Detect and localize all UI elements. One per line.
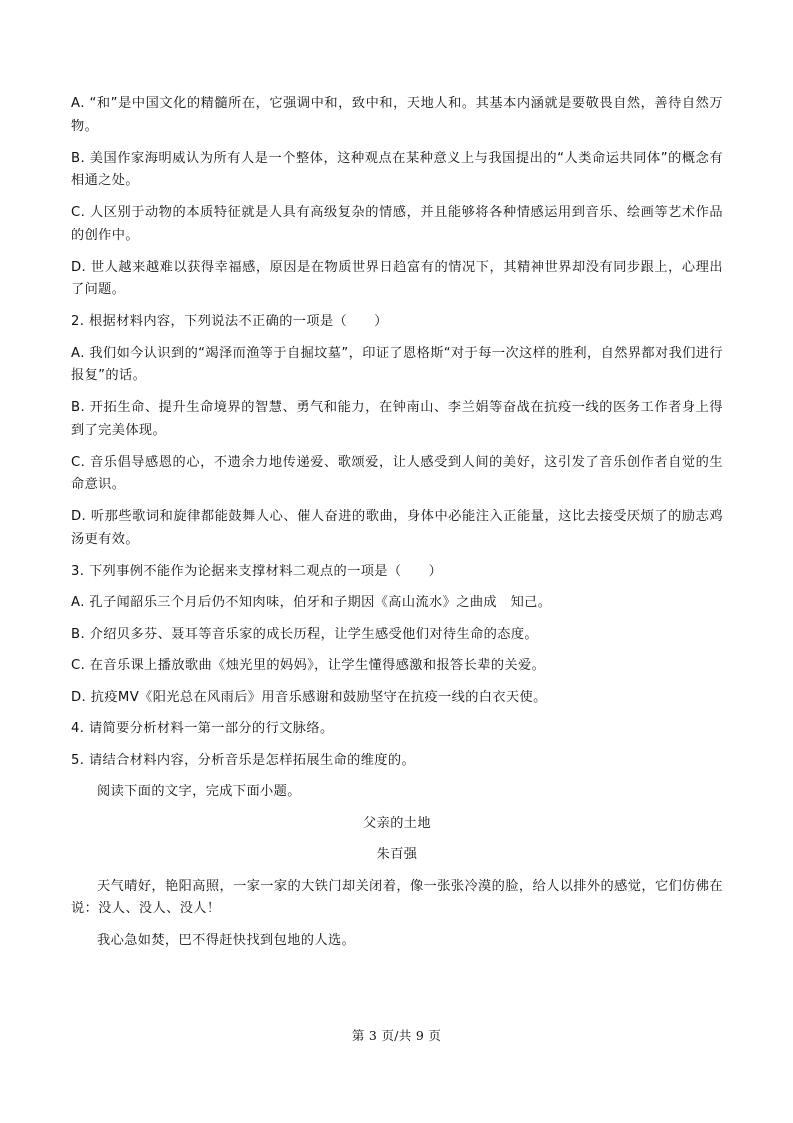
option-paragraph: B. 美国作家海明威认为所有人是一个整体，这种观点在某种意义上与我国提出的“人类命运共同体”的概念有相通之处。 xyxy=(71,150,723,188)
question-3-option: B. 介绍贝多芬、聂耳等音乐家的成长历程，让学生感受他们对待生命的态度。 xyxy=(71,626,539,642)
question-2-option: A. 我们如今认识到的“竭泽而渔等于自掘坟墓”，印证了恩格斯“对于每一次这样的胜利，自然界都对我们进行报复”的话。 xyxy=(71,345,723,383)
question-3-option: A. 孔子闻韶乐三个月后仍不知肉味，伯牙和子期因《高山流水》之曲成 知己。 xyxy=(71,595,552,610)
question-3-option: C. 在音乐课上播放歌曲《烛光里的妈妈》，让学生懂得感激和报答长辈的关爱。 xyxy=(71,658,546,673)
story-author: 朱百强 xyxy=(376,847,418,862)
question-3-option: D. 抗疫MV《阳光总在风雨后》用音乐感谢和鼓励坚守在抗疫一线的白衣天使。 xyxy=(71,689,547,705)
story-title: 父亲的土地 xyxy=(363,815,431,831)
question-2-stem: 2. 根据材料内容，下列说法不正确的一项是（ ） xyxy=(71,314,388,329)
question-4: 4. 请简要分析材料一第一部分的行文脉络。 xyxy=(71,721,334,736)
reading-instruction: 阅读下面的文字，完成下面小题。 xyxy=(97,784,301,799)
page-footer: 第 3 页/共 9 页 xyxy=(351,1028,442,1043)
question-2-option: D. 听那些歌词和旋律都能鼓舞人心、催人奋进的歌曲，身体中必能注入正能量，这比去接受厌烦了的励志鸡汤更有效。 xyxy=(71,509,723,547)
story-paragraph: 我心急如焚，巴不得赶快找到包地的人选。 xyxy=(97,933,356,948)
option-paragraph: D. 世人越来越难以获得幸福感，原因是在物质世界日趋富有的情况下，其精神世界却没有同步跟上，心理出了问题。 xyxy=(71,259,723,297)
option-paragraph: C. 人区别于动物的本质特征就是人具有高级复杂的情感，并且能够将各种情感运用到音乐、绘画等艺术作品的创作中。 xyxy=(71,205,723,243)
question-2-option: C. 音乐倡导感恩的心，不遗余力地传递爱、歌颂爱，让人感受到人间的美好，这引发了音乐创作者自觉的生命意识。 xyxy=(71,454,723,492)
question-3-stem: 3. 下列事例不能作为论据来支撑材料二观点的一项是（ ） xyxy=(71,563,443,579)
page-content xyxy=(71,93,723,962)
option-paragraph: A. “和”是中国文化的精髓所在，它强调中和，致中和，天地人和。其基本内涵就是要敬畏自然，善待自然万物。 xyxy=(71,96,723,134)
story-paragraph: 天气晴好，艳阳高照，一家一家的大铁门却关闭着，像一张张冷漠的脸，给人以排外的感觉，它们仿佛在说：没人、没人、没人！ xyxy=(71,878,723,916)
question-2-option: B. 开拓生命、提升生命境界的智慧、勇气和能力，在钟南山、李兰娟等奋战在抗疫一线的医务工作者身上得到了完美体现。 xyxy=(71,400,723,438)
question-5: 5. 请结合材料内容，分析音乐是怎样拓展生命的维度的。 xyxy=(71,752,416,768)
